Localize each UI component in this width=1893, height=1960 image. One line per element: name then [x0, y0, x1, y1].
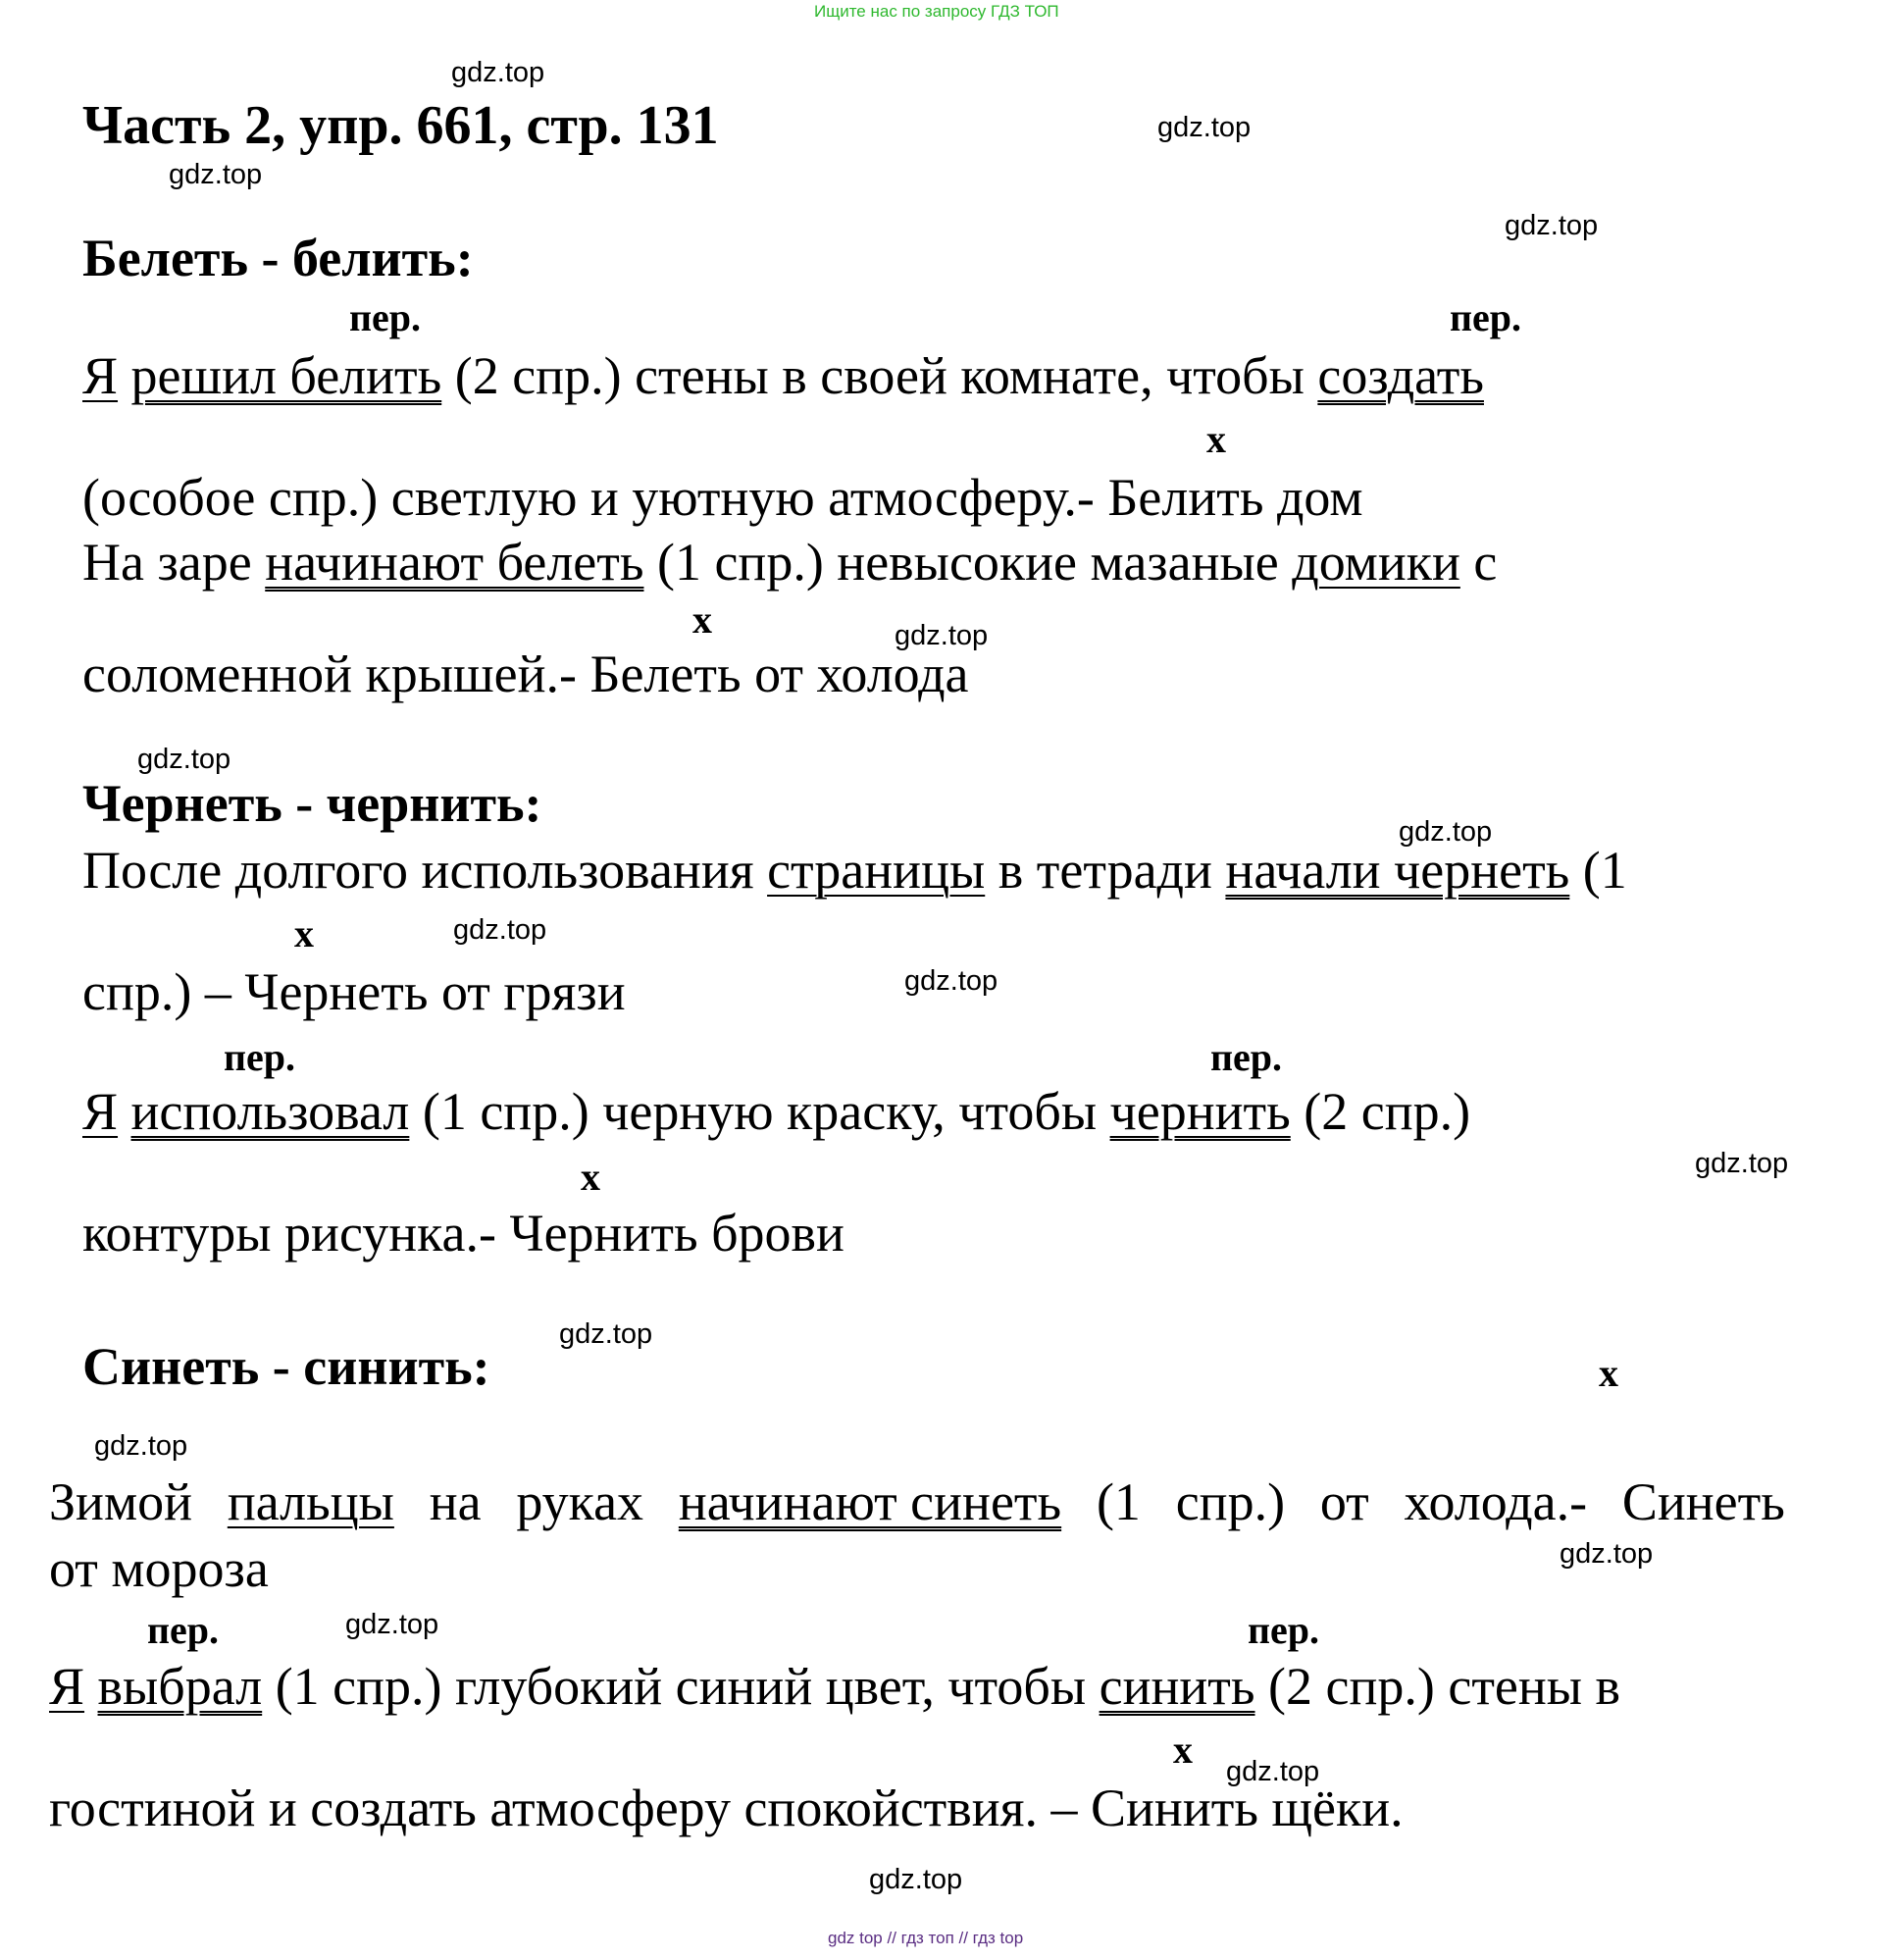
word: Зимой: [49, 1472, 193, 1531]
watermark: gdz.top: [869, 1864, 963, 1895]
watermark: gdz.top: [895, 620, 989, 651]
sentence-line: [82, 840, 1627, 901]
text-run: После долгого использования: [82, 841, 768, 900]
text-run: На заре: [82, 533, 266, 592]
watermark: gdz.top: [137, 744, 231, 775]
text-run: (1 спр.) невысокие мазаные: [643, 533, 1293, 592]
predicate: решил белить: [130, 346, 442, 405]
intransitive-mark: х: [692, 597, 712, 642]
text-run: в тетради: [985, 841, 1226, 900]
predicate: использовал: [130, 1082, 410, 1141]
subject: страницы: [767, 841, 986, 900]
footer-links: gdz top // гдз топ // гдз top: [828, 1929, 1024, 1947]
word: Синеть: [1621, 1472, 1785, 1531]
word: холода.-: [1404, 1472, 1588, 1531]
watermark: gdz.top: [1505, 210, 1599, 241]
intransitive-mark: х: [294, 911, 314, 955]
subject: пальцы: [227, 1472, 394, 1531]
sentence-line: спр.) – Чернеть от грязи: [82, 962, 626, 1021]
sentence-line: (особое спр.) светлую и уютную атмосферу.- Белить дом: [82, 468, 1363, 527]
predicate: выбрал: [97, 1657, 263, 1716]
text-run: (1 спр.) черную краску, чтобы: [409, 1082, 1110, 1141]
word: спр.): [1175, 1472, 1286, 1531]
transitive-mark: пер.: [224, 1035, 296, 1079]
intransitive-mark: х: [581, 1155, 600, 1199]
text-run: (2 спр.): [1290, 1082, 1471, 1141]
word: на: [429, 1472, 482, 1531]
page-title: Часть 2, упр. 661, стр. 131: [82, 95, 719, 156]
predicate: начали чернеть: [1225, 841, 1570, 900]
predicate: создать: [1317, 346, 1484, 405]
sentence-line: [49, 1656, 1620, 1717]
word: (1: [1096, 1472, 1141, 1531]
watermark: gdz.top: [345, 1609, 439, 1640]
sentence-line: контуры рисунка.- Чернить брови: [82, 1204, 844, 1263]
subject: домики: [1292, 533, 1460, 592]
sentence-line: гостиной и создать атмосферу спокойствия. – Синить щёки.: [49, 1779, 1404, 1837]
transitive-mark: пер.: [349, 295, 422, 339]
watermark: gdz.top: [1695, 1148, 1789, 1179]
sentence-line: [82, 345, 1484, 406]
watermark: gdz.top: [1226, 1756, 1320, 1787]
watermark: gdz.top: [169, 159, 263, 190]
intransitive-mark: х: [1173, 1728, 1193, 1772]
sentence-line: соломенной крышей.- Белеть от холода: [82, 645, 969, 703]
sentence-line: [82, 1081, 1470, 1142]
watermark: gdz.top: [904, 965, 998, 997]
predicate: синить: [1099, 1657, 1255, 1716]
intransitive-mark: х: [1206, 417, 1226, 461]
word: от: [1319, 1472, 1369, 1531]
text-run: (2 спр.) стены в своей комнате, чтобы: [441, 346, 1318, 405]
sentence-line-justified: [49, 1471, 1785, 1532]
section-heading-chernet: Чернеть - чернить:: [82, 774, 542, 833]
transitive-mark: пер.: [147, 1608, 220, 1652]
watermark: gdz.top: [453, 914, 547, 946]
subject: Я: [82, 346, 119, 405]
watermark: gdz.top: [559, 1318, 653, 1350]
text-run: с: [1459, 533, 1498, 592]
text-run: (1 спр.) глубокий синий цвет, чтобы: [262, 1657, 1100, 1716]
text-run: (2 спр.) стены в: [1254, 1657, 1621, 1716]
word: руках: [516, 1472, 644, 1531]
predicate: чернить: [1109, 1082, 1291, 1141]
sentence-line: от мороза: [49, 1539, 269, 1598]
transitive-mark: пер.: [1210, 1035, 1283, 1079]
transitive-mark: пер.: [1248, 1608, 1320, 1652]
search-hint-header: Ищите нас по запросу ГДЗ ТОП: [814, 2, 1059, 21]
watermark: gdz.top: [1399, 816, 1493, 848]
subject: Я: [49, 1657, 85, 1716]
section-heading-belet: Белеть - белить:: [82, 229, 474, 287]
section-heading-sinet: Синеть - синить:: [82, 1337, 490, 1396]
watermark: gdz.top: [1157, 112, 1252, 143]
watermark: gdz.top: [451, 57, 545, 88]
text-run: (1: [1569, 841, 1627, 900]
intransitive-mark: х: [1599, 1351, 1618, 1395]
watermark: gdz.top: [94, 1430, 188, 1462]
predicate: начинают синеть: [678, 1472, 1062, 1531]
watermark: gdz.top: [1560, 1538, 1654, 1570]
subject: Я: [82, 1082, 119, 1141]
sentence-line: [82, 532, 1497, 593]
transitive-mark: пер.: [1450, 295, 1522, 339]
predicate: начинают белеть: [265, 533, 644, 592]
